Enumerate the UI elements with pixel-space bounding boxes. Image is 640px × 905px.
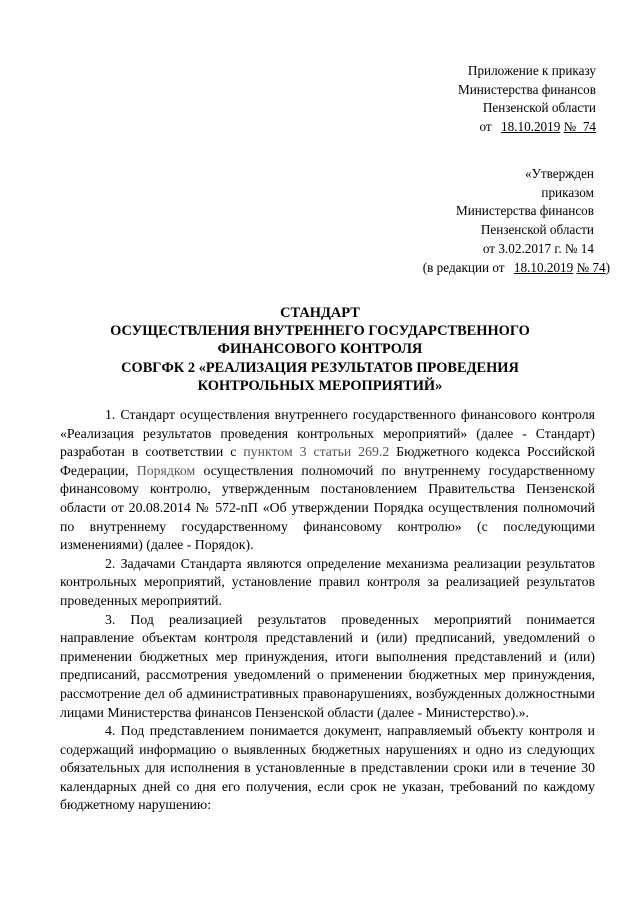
appendix-date-line [458,118,596,137]
edition-date: 18.10.2019 [513,259,574,275]
paragraph-1 [60,406,595,555]
title-line: СТАНДАРТ [280,305,360,321]
appendix-line: Приложение к приказу [467,63,596,78]
paragraph-text: 1. Стандарт осуществления внутреннего государственного финансового контроля «Реализация результатов проведения контрольных мероприятий» (далее - Стандарт) разработан в соответствии с [60,407,595,460]
paragraph-text: Бюджетного кодекса Российской Федерации, [60,444,596,478]
approval-line: Пензенской области [480,222,594,238]
appendix-line: Министерства финансов [457,81,596,97]
paragraph-3: 3. Под реализацией результатов проведенных мероприятий понимается направление объектам контроля представлений и (или) предписаний, уведомлений о применении бюджетных мер принуждения, итоги выполнения представлений и (или) предписаний, рассмотрения уведомлений о применении бюджетных мер принуждения, рассмотрение дел об административных правонарушениях, возбужденных должностными лицами Министерства финансов Пензенской области (далее - Министерство).». [60,611,595,720]
code-article-link[interactable]: пунктом 3 статьи 269.2 [243,444,390,460]
appendix-date: 18.10.2019 [500,118,561,134]
title-line: ОСУЩЕСТВЛЕНИЯ ВНУТРЕННЕГО ГОСУДАРСТВЕННОГО [110,323,530,340]
approval-line: приказом [541,184,594,200]
title-line: КОНТРОЛЬНЫХ МЕРОПРИЯТИЙ» [197,377,443,394]
title-line: СОВГФК 2 «РЕАЛИЗАЦИЯ РЕЗУЛЬТАТОВ ПРОВЕДЕНИЯ [121,359,519,376]
edition-prefix: (в редакции от [422,259,505,275]
document-body [60,406,595,815]
paragraph-2: 2. Задачами Стандарта являются определение механизма реализации результатов контрольных мероприятий, установление правил контроля за реализацией результатов проведенных мероприятий. [60,555,595,608]
title-line: ФИНАНСОВОГО КОНТРОЛЯ [217,341,423,358]
approval-block [422,165,610,277]
edition-number: 74 [592,259,606,275]
approval-line: от 3.02.2017 г. № 14 [482,240,594,256]
approval-line: Министерства финансов [455,203,594,219]
date-prefix: от [479,118,492,134]
appendix-number: 74 [582,118,596,134]
paragraph-4: 4. Под представлением понимается документ, направляемый объекту контроля и содержащий информацию о выявленных бюджетных нарушениях и одно из следующих обязательных для исполнения в установленные в представлении сроки или в течение 30 календарных дней со дня его получения, если срок не указан, требований по каждому бюджетному нарушению: [60,723,595,813]
edition-suffix: ) [605,259,610,275]
edition-number-sign: № [576,259,590,275]
appendix-line: Пензенской области [482,100,596,115]
procedure-link[interactable]: Порядком [136,462,196,478]
paragraph-text: осуществления полномочий по внутреннему государственному финансовому контролю, утвержденным постановлением Правительства Пензенской области от 20.08.2014 № 572-пП «Об утверждении Порядка осуществления полномочий по внутреннему государственному финансовому контролю» (с последующими изменениями) (далее - Порядок). [60,462,596,553]
edition-line [423,259,610,278]
appendix-header [458,62,596,136]
approval-line: «Утвержден [524,166,594,181]
document-title [70,304,570,395]
number-sign: № [563,118,577,134]
